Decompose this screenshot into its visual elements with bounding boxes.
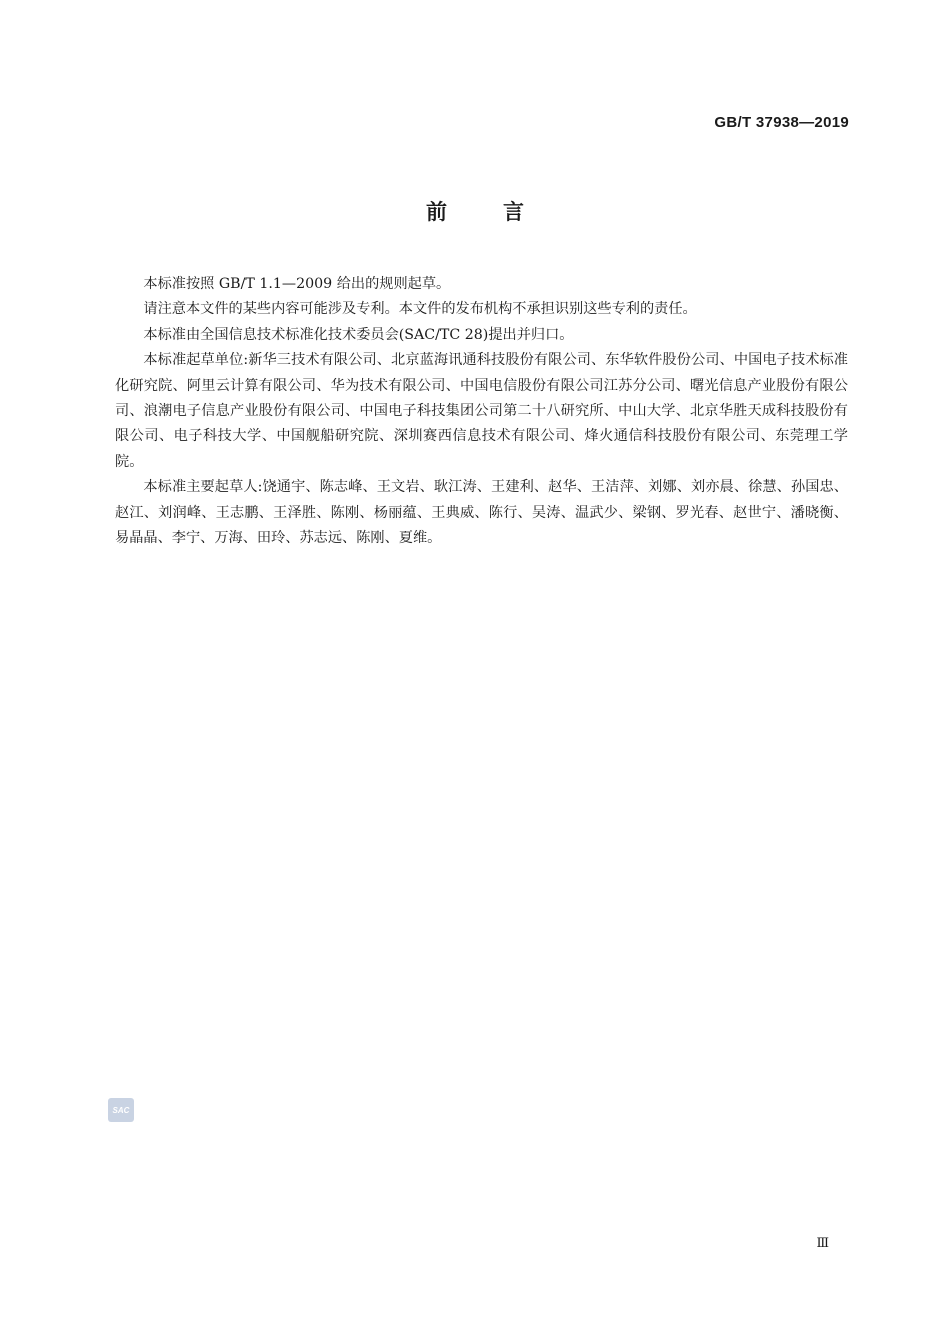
paragraph-drafting-units: 本标准起草单位:新华三技术有限公司、北京蓝海讯通科技股份有限公司、东华软件股份公司、中国电子技术标准化研究院、阿里云计算有限公司、华为技术有限公司、中国电信股份有限公司江苏分公司、曙光信息产业股份有限公司、浪潮电子信息产业股份有限公司、中国电子科技集团公司第二十八研究所、中山大学、北京华胜天成科技股份有限公司、电子科技大学、中国舰船研究院、深圳赛西信息技术有限公司、烽火通信科技股份有限公司、东莞理工学院。 bbox=[115, 352, 848, 470]
preface-body bbox=[115, 272, 848, 551]
page-number: Ⅲ bbox=[816, 1236, 829, 1251]
sac-logo-icon bbox=[108, 1098, 134, 1122]
standard-number: GB/T 37938—2019 bbox=[714, 114, 849, 131]
paragraph-proposer: 本标准由全国信息技术标准化技术委员会(SAC/TC 28)提出并归口。 bbox=[143, 326, 574, 343]
title-char-1: 前 bbox=[426, 200, 447, 224]
title-char-2: 言 bbox=[503, 200, 524, 224]
paragraph-drafters: 本标准主要起草人:饶通宇、陈志峰、王文岩、耿江涛、王建利、赵华、王洁萍、刘娜、刘亦晨、徐慧、孙国忠、赵江、刘润峰、王志鹏、王泽胜、陈刚、杨丽蕴、王典威、陈行、吴涛、温武少、梁钢、罗光春、赵世宁、潘晓衡、易晶晶、李宁、万海、田玲、苏志远、陈刚、夏维。 bbox=[115, 479, 848, 547]
page-title bbox=[0, 196, 950, 226]
paragraph-drafting-rules: 本标准按照 GB/T 1.1—2009 给出的规则起草。 bbox=[143, 276, 451, 292]
paragraph-patent-notice: 请注意本文件的某些内容可能涉及专利。本文件的发布机构不承担识别这些专利的责任。 bbox=[143, 301, 697, 318]
logo-text: SAC bbox=[112, 1106, 130, 1115]
